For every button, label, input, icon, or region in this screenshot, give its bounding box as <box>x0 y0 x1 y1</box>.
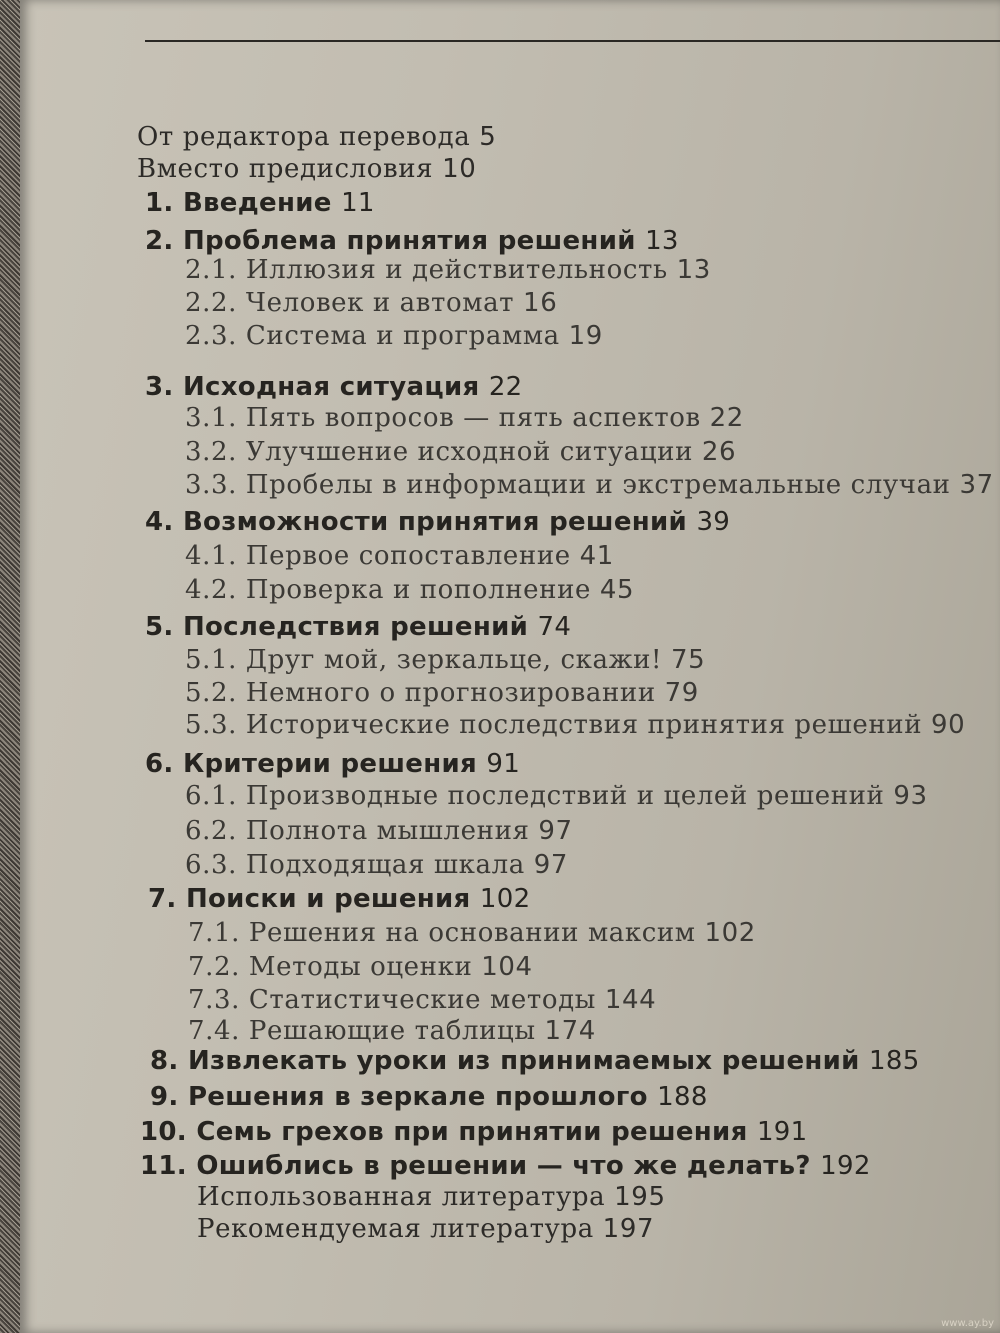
toc-number: 7.2. <box>188 952 241 982</box>
toc-page-number: 97 <box>533 850 569 880</box>
toc-page-number: 13 <box>645 226 679 256</box>
toc-page-number: 26 <box>701 437 737 467</box>
toc-entry <box>140 1151 871 1181</box>
toc-page-number: 197 <box>602 1214 655 1244</box>
toc-page-number: 102 <box>704 918 756 948</box>
toc-subsection <box>185 255 711 285</box>
toc-title: Статистические методы <box>248 985 596 1015</box>
toc-page-number: 39 <box>696 507 731 537</box>
toc-number: 10. <box>140 1117 187 1147</box>
toc-page-number: 37 <box>959 470 994 500</box>
toc-title: Возможности принятия решений <box>182 507 688 537</box>
toc-page-number: 188 <box>657 1082 708 1112</box>
toc-title: Поиски и решения <box>185 884 471 914</box>
toc-page-number: 75 <box>670 645 706 675</box>
header-rule <box>145 40 1000 42</box>
toc-page-number: 185 <box>869 1046 920 1076</box>
toc-entry <box>140 1117 807 1147</box>
toc-number: 5.3. <box>185 710 238 740</box>
toc-number: 5.1. <box>185 645 238 675</box>
toc-subsection <box>188 1016 596 1046</box>
toc-title: Проверка и пополнение <box>245 575 591 605</box>
toc-entry <box>197 1182 666 1212</box>
toc-page-number: 22 <box>488 372 523 402</box>
fabric-background <box>0 0 22 1333</box>
toc-page-number: 19 <box>568 321 603 351</box>
toc-page-number: 16 <box>523 288 558 318</box>
toc-number: 5.2. <box>185 678 238 708</box>
toc-number: 4.1. <box>185 541 238 571</box>
toc-title: Решения на основании максим <box>248 918 696 948</box>
toc-subsection <box>185 678 699 708</box>
watermark: www.ay.by <box>941 1318 994 1329</box>
toc-page-number: 91 <box>486 749 521 779</box>
toc-number: 3. <box>145 372 174 402</box>
toc-title: Извлекать уроки из принимаемых решений <box>187 1046 860 1076</box>
book-page <box>20 0 1000 1333</box>
toc-title: Немного о прогнозировании <box>245 678 656 708</box>
toc-number: 11. <box>140 1151 187 1181</box>
toc-number: 6. <box>145 749 174 779</box>
toc-entry <box>197 1214 654 1244</box>
toc-title: Исходная ситуация <box>182 372 480 402</box>
toc-title: Рекомендуемая литература <box>197 1214 594 1244</box>
toc-number: 6.1. <box>185 781 238 811</box>
toc-title: Пробелы в информации и экстремальные случаи <box>245 470 951 500</box>
toc-title: Друг мой, зеркальце, скажи! <box>245 645 663 675</box>
toc-subsection <box>185 470 994 500</box>
toc-subsection <box>188 985 656 1015</box>
toc-number: 6.3. <box>185 850 238 880</box>
toc-title: Последствия решений <box>182 612 529 642</box>
toc-title: Первое сопоставление <box>245 541 571 571</box>
toc-title: Методы оценки <box>248 952 473 982</box>
toc-page-number: 5 <box>479 122 497 152</box>
toc-subsection <box>185 710 965 740</box>
toc-title: Человек и автомат <box>245 288 515 318</box>
toc-page-number: 13 <box>676 255 711 285</box>
toc-subsection <box>185 437 736 467</box>
toc-number: 7. <box>148 884 177 914</box>
toc-title: Улучшение исходной ситуации <box>245 437 693 467</box>
toc-number: 2.2. <box>185 288 238 318</box>
toc-title: Полнота мышления <box>245 816 530 846</box>
toc-number: 2.3. <box>185 321 238 351</box>
toc-entry <box>145 749 520 779</box>
toc-title: Ошиблись в решении — что же делать? <box>196 1151 811 1181</box>
toc-title: Производные последствий и целей решений <box>245 781 885 811</box>
toc-title: Использованная литература <box>197 1182 606 1212</box>
toc-number: 3.2. <box>185 437 238 467</box>
toc-subsection <box>185 850 568 880</box>
toc-subsection <box>185 816 573 846</box>
toc-subsection <box>188 918 756 948</box>
toc-number: 8. <box>150 1046 179 1076</box>
toc-subsection <box>185 403 744 433</box>
toc-number: 5. <box>145 612 174 642</box>
toc-page-number: 90 <box>931 710 966 740</box>
toc-title: Проблема принятия решений <box>182 226 636 256</box>
toc-entry <box>148 884 530 914</box>
toc-title: Вместо предисловия <box>137 154 434 184</box>
toc-subsection <box>185 781 928 811</box>
toc-number: 7.3. <box>188 985 241 1015</box>
toc-page-number: 11 <box>341 188 375 218</box>
toc-title: Решения в зеркале прошлого <box>187 1082 648 1112</box>
toc-title: Исторические последствия принятия решений <box>245 710 923 740</box>
toc-title: Критерии решения <box>182 749 477 779</box>
toc-subsection <box>185 321 603 351</box>
toc-page-number: 174 <box>544 1016 596 1046</box>
toc-number: 6.2. <box>185 816 238 846</box>
toc-number: 4. <box>145 507 174 537</box>
toc-number: 2. <box>145 226 174 256</box>
toc-title: Введение <box>182 188 332 218</box>
toc-title: Пять вопросов — пять аспектов <box>245 403 701 433</box>
toc-entry <box>137 122 496 152</box>
toc-entry <box>145 372 523 402</box>
toc-number: 3.3. <box>185 470 238 500</box>
toc-page-number: 41 <box>579 541 614 571</box>
toc-page-number: 79 <box>664 678 699 708</box>
toc-number: 7.1. <box>188 918 241 948</box>
toc-entry <box>137 154 476 184</box>
toc-entry <box>150 1082 708 1112</box>
toc-page-number: 144 <box>604 985 657 1015</box>
toc-title: Решающие таблицы <box>248 1016 536 1046</box>
toc-number: 7.4. <box>188 1016 241 1046</box>
toc-page-number: 192 <box>820 1151 871 1181</box>
toc-page-number: 195 <box>614 1182 666 1212</box>
toc-entry <box>145 188 375 218</box>
toc-subsection <box>185 575 634 605</box>
toc-page-number: 45 <box>599 575 635 605</box>
toc-number: 4.2. <box>185 575 238 605</box>
toc-subsection <box>185 541 614 571</box>
toc-page-number: 104 <box>481 952 533 982</box>
toc-entry <box>145 612 571 642</box>
toc-page-number: 74 <box>537 612 572 642</box>
toc-page-number: 102 <box>479 884 531 914</box>
toc-title: Система и программа <box>245 321 560 351</box>
toc-number: 2.1. <box>185 255 238 285</box>
toc-subsection <box>185 288 557 318</box>
toc-subsection <box>185 645 705 675</box>
toc-title: От редактора перевода <box>137 122 471 152</box>
toc-page-number: 93 <box>893 781 928 811</box>
toc-page-number: 10 <box>442 154 477 184</box>
toc-number: 9. <box>150 1082 179 1112</box>
toc-entry <box>145 226 679 256</box>
toc-page-number: 97 <box>538 816 573 846</box>
toc-title: Семь грехов при принятии решения <box>196 1117 748 1147</box>
toc-entry <box>145 507 730 537</box>
toc-page-number: 191 <box>756 1117 808 1147</box>
toc-title: Иллюзия и действительность <box>245 255 668 285</box>
toc-number: 1. <box>145 188 174 218</box>
toc-subsection <box>188 952 533 982</box>
toc-page-number: 22 <box>709 403 744 433</box>
toc-number: 3.1. <box>185 403 238 433</box>
toc-title: Подходящая шкала <box>245 850 525 880</box>
toc-entry <box>150 1046 920 1076</box>
